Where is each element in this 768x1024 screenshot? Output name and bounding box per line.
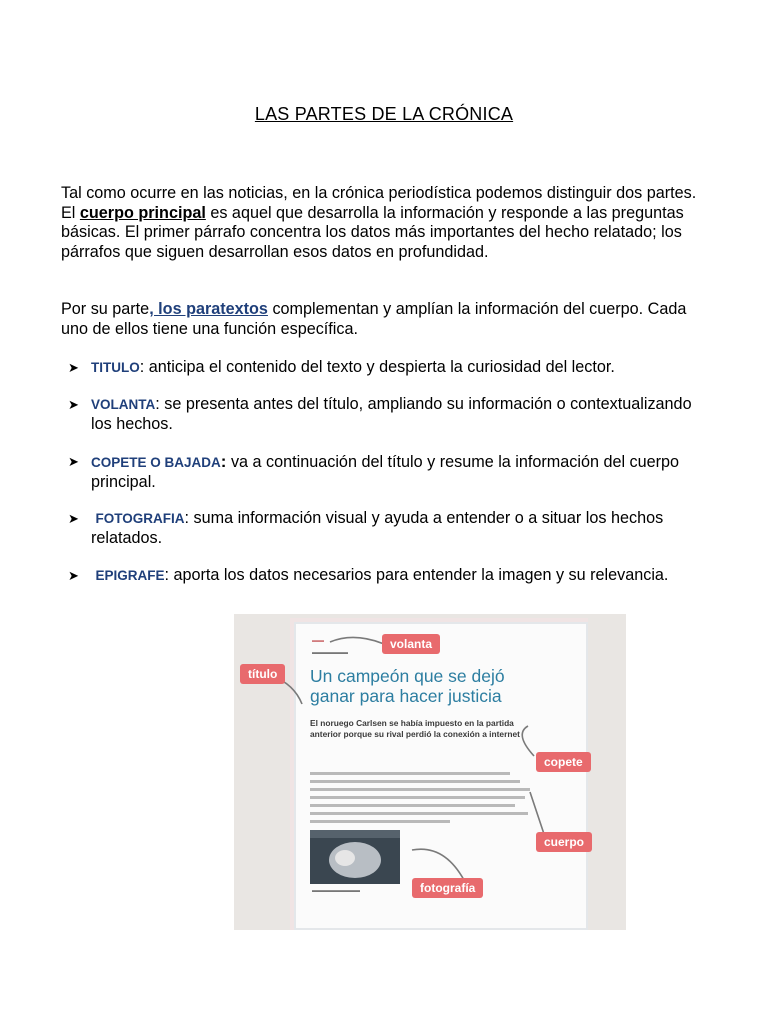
colon: : [184, 509, 189, 527]
paragraph-cuerpo [61, 184, 701, 262]
term-label: COPETE O BAJADA [91, 455, 221, 470]
item-text: suma información visual y ayuda a entender o a situar los hechos relatados. [91, 509, 664, 547]
section-mark: ▬▬ [312, 638, 324, 644]
list-item-fotografia [68, 509, 708, 548]
colon: : [139, 358, 145, 376]
list-item-titulo [68, 358, 708, 378]
paragraph-text: Por su parte [61, 300, 150, 318]
term-label: VOLANTA [91, 397, 156, 412]
colon: : [164, 566, 170, 584]
paragraph-text: Tal como ocurre en las noticias, en la crónica periodística podemos distinguir dos partes. El [61, 184, 697, 222]
tag-fotografia: fotografía [412, 878, 483, 898]
arrow-bullet-icon: ➤ [68, 511, 79, 526]
arrow-bullet-icon: ➤ [68, 397, 79, 412]
colon: : [220, 452, 227, 471]
date-mark: ▬▬▬▬▬▬ [312, 650, 348, 656]
item-text: se presenta antes del título, ampliando su información o contextualizando los hechos. [91, 395, 692, 433]
item-text: anticipa el contenido del texto y despierta la curiosidad del lector. [144, 358, 615, 376]
arrow-bullet-icon: ➤ [68, 454, 79, 469]
arrow-cuerpo-icon [530, 792, 544, 834]
newspaper-photo [234, 614, 626, 930]
keyword-cuerpo-principal: cuerpo principal [79, 203, 206, 222]
keyword-paratextos: , los paratextos [149, 300, 268, 318]
arrow-fotografia-icon [412, 849, 464, 880]
page-title: LAS PARTES DE LA CRÓNICA [254, 104, 514, 124]
arrow-volanta-icon [330, 637, 384, 644]
paragraph-text: es aquel que desarrolla la información y responde a las preguntas básicas. El primer párrafo concentra los datos más importantes del hecho relatado; los párrafos que siguen desarrollan esos datos en profundidad. [61, 203, 684, 261]
copete-text: El noruego Carlsen se había impuesto en la partida anterior porque su rival perdió la conexión a internet [310, 718, 520, 739]
arrow-bullet-icon: ➤ [68, 568, 79, 583]
item-text: va a continuación del título y resume la información del cuerpo principal. [91, 453, 680, 491]
tag-titulo: título [240, 664, 285, 684]
arrow-copete-icon [522, 726, 534, 756]
paragraph-text: complementan y amplían la información del cuerpo. Cada uno de ellos tiene una función específica. [61, 300, 687, 338]
headline: Un campeón que se dejó ganar para hacer justicia [310, 666, 505, 706]
tag-cuerpo: cuerpo [536, 832, 592, 852]
list-item-copete [68, 452, 708, 492]
tag-copete: copete [536, 752, 591, 772]
tag-volanta: volanta [382, 634, 440, 654]
caption-line: ▬▬▬▬▬▬▬▬ [312, 888, 360, 894]
paragraph-paratextos [61, 300, 701, 339]
term-label: TITULO [91, 360, 140, 375]
term-label: EPIGRAFE [95, 568, 165, 583]
term-label: FOTOGRAFIA [95, 511, 185, 526]
arrow-bullet-icon: ➤ [68, 360, 79, 375]
list-item-volanta [68, 395, 708, 434]
colon: : [155, 395, 160, 413]
item-text: aporta los datos necesarios para entender la imagen y su relevancia. [169, 566, 669, 584]
list-item-epigrafe [68, 566, 708, 586]
